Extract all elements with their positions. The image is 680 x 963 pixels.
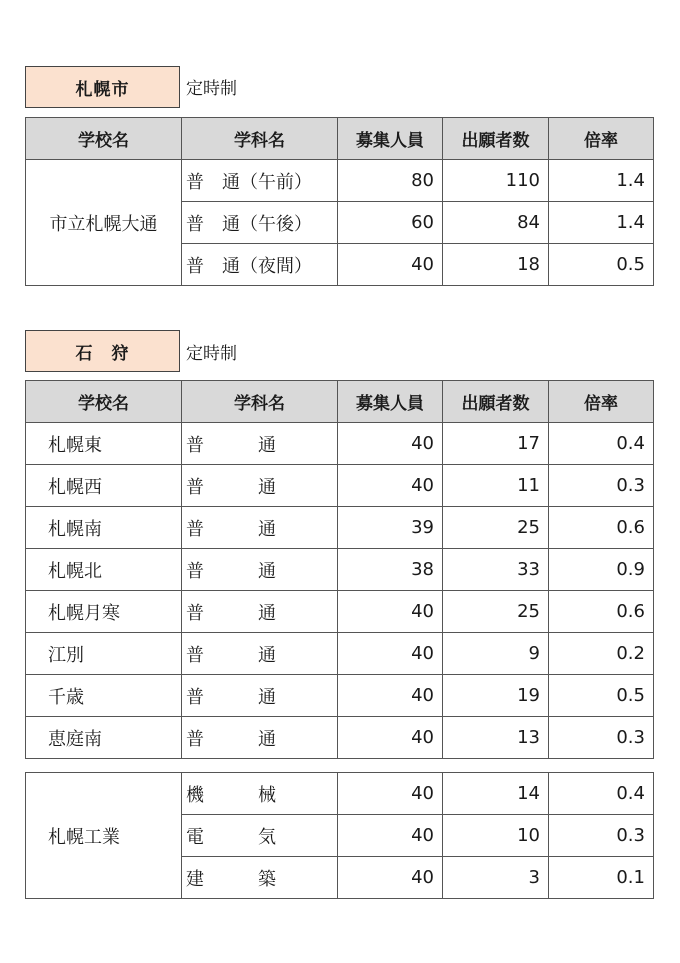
ratio: 0.3 [549, 815, 654, 857]
ratio: 0.3 [549, 465, 654, 507]
ratio: 0.4 [549, 423, 654, 465]
table-row [26, 160, 654, 202]
applicants-table-sapporo [25, 117, 654, 286]
ratio: 0.2 [549, 633, 654, 675]
capacity: 40 [338, 773, 443, 815]
applicants: 25 [443, 591, 549, 633]
table-row [26, 507, 654, 549]
applicants: 18 [443, 244, 549, 286]
region-name: 札幌市 [75, 79, 130, 100]
header-department: 学科名 [182, 118, 338, 160]
department: 普 通 [182, 507, 338, 549]
region-label-ishikari [25, 330, 180, 372]
applicants: 11 [443, 465, 549, 507]
applicants: 110 [443, 160, 549, 202]
applicants: 10 [443, 815, 549, 857]
department: 普 通（午後） [182, 202, 338, 244]
school-name: 札幌工業 [26, 773, 182, 899]
table-row [26, 465, 654, 507]
school-name: 札幌月寒 [26, 591, 182, 633]
department: 普 通 [182, 423, 338, 465]
capacity: 40 [338, 465, 443, 507]
capacity: 40 [338, 857, 443, 899]
applicants: 25 [443, 507, 549, 549]
ratio: 0.6 [549, 507, 654, 549]
ratio: 0.6 [549, 591, 654, 633]
department: 普 通 [182, 633, 338, 675]
ratio: 0.1 [549, 857, 654, 899]
table-header-row [26, 118, 654, 160]
department: 機 械 [182, 773, 338, 815]
department: 普 通（夜間） [182, 244, 338, 286]
department: 普 通（午前） [182, 160, 338, 202]
header-ratio: 倍率 [549, 381, 654, 423]
applicants: 9 [443, 633, 549, 675]
table-row [26, 423, 654, 465]
school-name: 札幌東 [26, 423, 182, 465]
applicants: 84 [443, 202, 549, 244]
header-capacity: 募集人員 [338, 118, 443, 160]
department: 普 通 [182, 717, 338, 759]
school-name: 札幌西 [26, 465, 182, 507]
applicants: 19 [443, 675, 549, 717]
table-row [26, 773, 654, 815]
applicants: 3 [443, 857, 549, 899]
header-capacity: 募集人員 [338, 381, 443, 423]
applicants: 14 [443, 773, 549, 815]
header-school: 学校名 [26, 118, 182, 160]
capacity: 60 [338, 202, 443, 244]
school-name: 千歳 [26, 675, 182, 717]
ratio: 0.5 [549, 675, 654, 717]
header-school: 学校名 [26, 381, 182, 423]
capacity: 40 [338, 591, 443, 633]
applicants: 17 [443, 423, 549, 465]
department: 普 通 [182, 591, 338, 633]
applicants-table-ishikari [25, 380, 654, 759]
capacity: 40 [338, 244, 443, 286]
department: 普 通 [182, 549, 338, 591]
ratio: 0.9 [549, 549, 654, 591]
header-applicants: 出願者数 [443, 381, 549, 423]
school-name: 札幌南 [26, 507, 182, 549]
ratio: 1.4 [549, 202, 654, 244]
table-row [26, 549, 654, 591]
department: 普 通 [182, 675, 338, 717]
school-name: 市立札幌大通 [26, 160, 182, 286]
department: 建 築 [182, 857, 338, 899]
school-name: 恵庭南 [26, 717, 182, 759]
header-ratio: 倍率 [549, 118, 654, 160]
region-label-sapporo [25, 66, 180, 108]
region-name: 石 狩 [75, 343, 130, 364]
ratio: 1.4 [549, 160, 654, 202]
school-type-label: 定時制 [186, 344, 237, 364]
capacity: 40 [338, 717, 443, 759]
table-row [26, 675, 654, 717]
table-row [26, 633, 654, 675]
table-header-row [26, 381, 654, 423]
school-name: 札幌北 [26, 549, 182, 591]
capacity: 80 [338, 160, 443, 202]
table-row [26, 717, 654, 759]
table-row [26, 591, 654, 633]
applicants: 33 [443, 549, 549, 591]
ratio: 0.5 [549, 244, 654, 286]
capacity: 38 [338, 549, 443, 591]
capacity: 40 [338, 633, 443, 675]
department: 普 通 [182, 465, 338, 507]
department: 電 気 [182, 815, 338, 857]
school-name: 江別 [26, 633, 182, 675]
ratio: 0.4 [549, 773, 654, 815]
header-applicants: 出願者数 [443, 118, 549, 160]
applicants: 13 [443, 717, 549, 759]
header-department: 学科名 [182, 381, 338, 423]
capacity: 40 [338, 815, 443, 857]
capacity: 39 [338, 507, 443, 549]
applicants-table-ishikari-industrial [25, 772, 654, 899]
school-type-label: 定時制 [186, 79, 237, 99]
capacity: 40 [338, 675, 443, 717]
capacity: 40 [338, 423, 443, 465]
ratio: 0.3 [549, 717, 654, 759]
